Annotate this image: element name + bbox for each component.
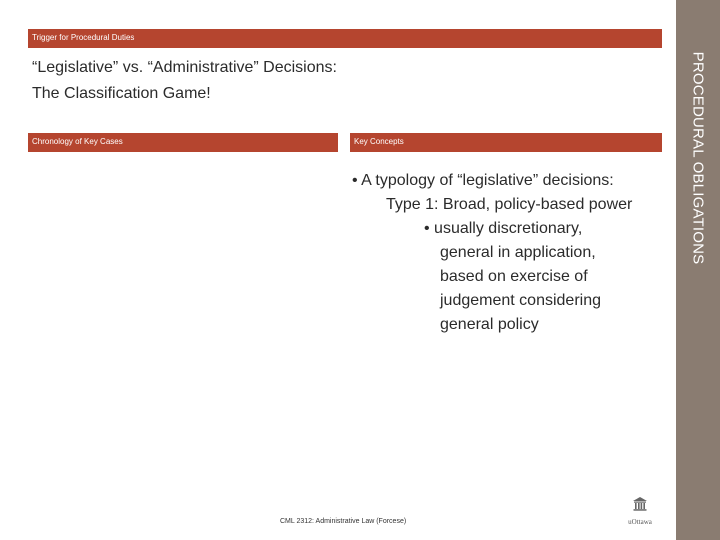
left-column-label: Chronology of Key Cases [32, 137, 123, 146]
main-bullet: • A typology of “legislative” decisions: [352, 172, 614, 189]
logo-text: uOttawa [628, 518, 652, 526]
section-header-bar [28, 29, 662, 48]
sub-bullet-line: general in application, [440, 244, 596, 261]
left-column-header [28, 133, 338, 152]
sub-bullet: • usually discretionary, [424, 220, 583, 237]
type-line: Type 1: Broad, policy-based power [386, 196, 633, 213]
university-building-icon [632, 496, 648, 512]
university-logo [626, 496, 654, 526]
sub-bullet-line: general policy [440, 316, 539, 333]
sub-bullet-line: based on exercise of [440, 268, 588, 285]
section-header-label: Trigger for Procedural Duties [32, 33, 135, 42]
right-column-header [350, 133, 662, 152]
slide-title-line-2: The Classification Game! [32, 85, 211, 102]
footer-course: CML 2312: Administrative Law (Forcese) [280, 518, 407, 525]
slide-title [32, 55, 652, 107]
slide-title-line-1: “Legislative” vs. “Administrative” Decisions: [32, 59, 337, 76]
side-title: PROCEDURAL OBLIGATIONS [689, 51, 707, 265]
right-column-label: Key Concepts [354, 137, 404, 146]
sub-bullet-line: judgement considering [440, 292, 601, 309]
